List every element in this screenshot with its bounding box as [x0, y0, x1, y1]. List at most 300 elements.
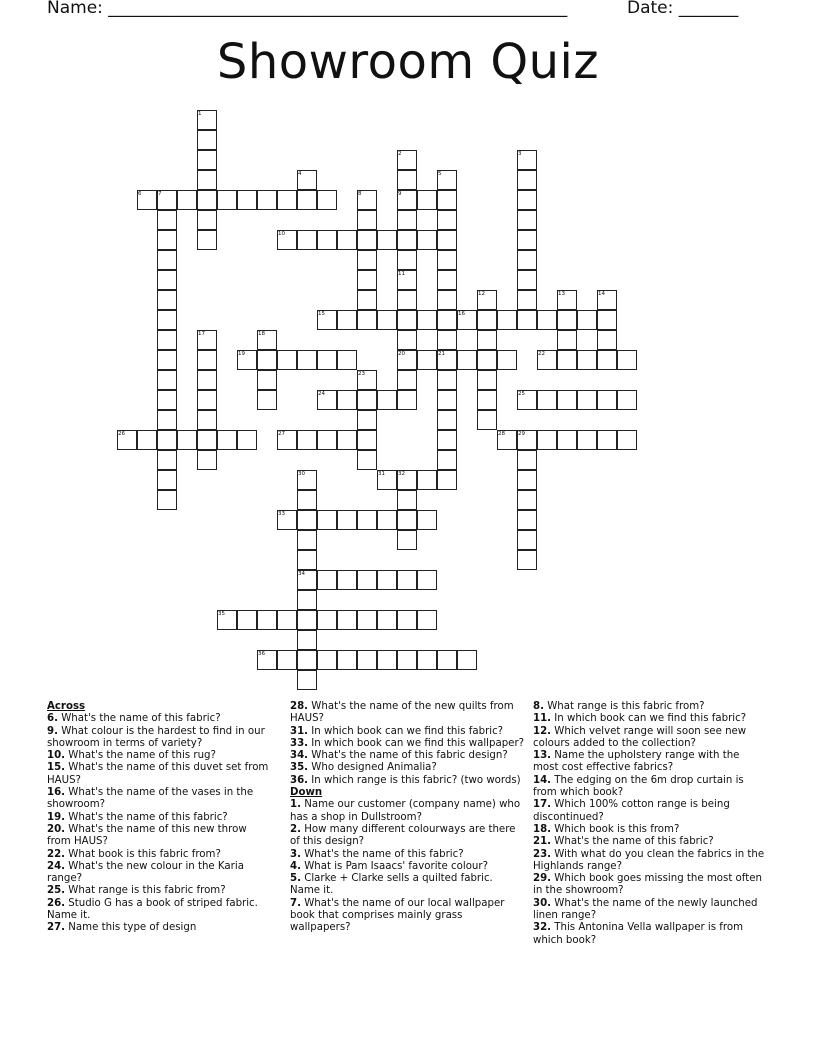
- clue-text: What's the name of this fabric?: [300, 848, 464, 860]
- grid-cell[interactable]: [357, 510, 377, 530]
- clue-item: [533, 713, 765, 725]
- clue-number: 28.: [290, 701, 309, 712]
- grid-cell[interactable]: [197, 450, 217, 470]
- grid-cell[interactable]: [257, 370, 277, 390]
- grid-cell[interactable]: [517, 290, 537, 310]
- grid-cell[interactable]: [437, 330, 457, 350]
- clue-number: 20.: [47, 823, 66, 835]
- grid-cell[interactable]: [297, 630, 317, 650]
- grid-cell[interactable]: [437, 470, 457, 490]
- grid-cell[interactable]: [397, 370, 417, 390]
- grid-cell[interactable]: [457, 650, 477, 670]
- grid-cell[interactable]: [197, 130, 217, 150]
- grid-cell[interactable]: [357, 410, 377, 430]
- grid-cell[interactable]: [217, 190, 237, 210]
- grid-cell[interactable]: [197, 430, 217, 450]
- grid-cell[interactable]: [357, 310, 377, 330]
- grid-cell[interactable]: [517, 270, 537, 290]
- clue-text: What's the name of this fabric?: [551, 836, 714, 848]
- grid-cell[interactable]: [537, 390, 557, 410]
- clue-item: [290, 898, 526, 935]
- date-field[interactable]: Date: _______: [627, 0, 739, 18]
- grid-cell[interactable]: [197, 390, 217, 410]
- grid-cell[interactable]: [317, 190, 337, 210]
- grid-cell[interactable]: [577, 350, 597, 370]
- grid-cell[interactable]: [377, 610, 397, 630]
- grid-number: 1: [198, 110, 202, 117]
- grid-number: 11: [398, 270, 405, 277]
- clue-number: 23.: [533, 848, 552, 860]
- clue-text: The edging on the 6m drop curtain is from which book?: [533, 774, 744, 799]
- grid-cell[interactable]: [197, 370, 217, 390]
- clue-number: 1.: [290, 799, 301, 811]
- grid-cell[interactable]: [457, 350, 477, 370]
- clue-text: What range is this fabric from?: [65, 885, 226, 897]
- grid-cell[interactable]: [477, 310, 497, 330]
- clue-text: What's the name of this fabric design?: [308, 750, 508, 762]
- grid-cell[interactable]: [437, 430, 457, 450]
- grid-cell[interactable]: [157, 330, 177, 350]
- clue-number: 14.: [533, 774, 552, 786]
- clue-number: 25.: [47, 885, 66, 897]
- grid-cell[interactable]: [617, 390, 637, 410]
- page-title: Showroom Quiz: [216, 34, 600, 90]
- clue-number: 32.: [533, 922, 552, 934]
- grid-cell[interactable]: [157, 290, 177, 310]
- grid-cell[interactable]: [357, 450, 377, 470]
- clue-text: In which book can we find this fabric?: [551, 713, 747, 725]
- clue-item: [47, 861, 273, 886]
- grid-cell[interactable]: [377, 650, 397, 670]
- grid-cell[interactable]: [137, 430, 157, 450]
- grid-cell[interactable]: [477, 350, 497, 370]
- name-field[interactable]: Name: ______________________________________________________: [47, 0, 568, 18]
- grid-cell[interactable]: [397, 390, 417, 410]
- clue-item: [47, 812, 273, 824]
- grid-cell[interactable]: [337, 510, 357, 530]
- clue-text: In which range is this fabric? (two words): [308, 774, 521, 786]
- grid-cell[interactable]: [397, 210, 417, 230]
- clue-item: [533, 873, 765, 898]
- grid-cell[interactable]: [537, 310, 557, 330]
- grid-cell[interactable]: [477, 330, 497, 350]
- clue-section-heading: Down: [290, 787, 323, 799]
- grid-cell[interactable]: [357, 230, 377, 250]
- clue-text: Which 100% cotton range is being discontinued?: [533, 799, 730, 823]
- clue-item: [290, 726, 526, 738]
- grid-cell[interactable]: [297, 230, 317, 250]
- grid-number: 18: [258, 330, 265, 337]
- clue-text: What is Pam Isaacs' favorite colour?: [300, 860, 488, 872]
- grid-cell[interactable]: [357, 210, 377, 230]
- grid-cell[interactable]: [537, 430, 557, 450]
- grid-cell[interactable]: [157, 430, 177, 450]
- grid-cell[interactable]: [297, 590, 317, 610]
- grid-cell[interactable]: [437, 370, 457, 390]
- grid-cell[interactable]: [437, 450, 457, 470]
- grid-cell[interactable]: [157, 390, 177, 410]
- grid-cell[interactable]: [317, 610, 337, 630]
- clue-text: Clarke + Clarke sells a quilted fabric. Name it.: [290, 873, 493, 897]
- clue-text: What's the new colour in the Karia range?: [47, 860, 244, 885]
- clue-number: 19.: [47, 811, 66, 823]
- clue-number: 22.: [47, 848, 66, 860]
- clue-item: [47, 762, 273, 787]
- grid-cell[interactable]: [257, 350, 277, 370]
- grid-cell[interactable]: [197, 410, 217, 430]
- grid-cell[interactable]: [517, 170, 537, 190]
- clue-text: What's the name of this duvet set from HAUS?: [47, 762, 269, 786]
- grid-cell[interactable]: [597, 390, 617, 410]
- grid-cell[interactable]: [377, 230, 397, 250]
- grid-number: 29: [518, 430, 525, 437]
- clue-text: Name our customer (company name) who has a shop in Dullstroom?: [290, 799, 521, 823]
- grid-number: 27: [278, 430, 285, 437]
- grid-cell[interactable]: [597, 330, 617, 350]
- grid-cell[interactable]: [357, 250, 377, 270]
- grid-number: 23: [358, 370, 365, 377]
- clue-number: 6.: [47, 713, 58, 725]
- grid-cell[interactable]: [317, 510, 337, 530]
- grid-cell[interactable]: [517, 470, 537, 490]
- grid-cell[interactable]: [417, 230, 437, 250]
- grid-number: 22: [538, 350, 545, 357]
- grid-cell[interactable]: [397, 490, 417, 510]
- grid-cell[interactable]: [617, 430, 637, 450]
- grid-cell[interactable]: [297, 350, 317, 370]
- clue-text: Which book goes missing the most often in the showroom?: [533, 873, 762, 897]
- clue-item: [290, 701, 526, 726]
- grid-cell[interactable]: [157, 250, 177, 270]
- grid-cell[interactable]: [517, 490, 537, 510]
- clue-item: [290, 750, 526, 762]
- clue-item: [47, 885, 273, 897]
- clue-item: [47, 849, 273, 861]
- clue-item: [290, 873, 526, 898]
- clue-item: [533, 701, 765, 713]
- grid-cell[interactable]: [397, 650, 417, 670]
- grid-cell[interactable]: [237, 610, 257, 630]
- grid-cell[interactable]: [277, 650, 297, 670]
- grid-cell[interactable]: [337, 390, 357, 410]
- grid-number: 5: [438, 170, 442, 177]
- grid-cell[interactable]: [517, 190, 537, 210]
- grid-cell[interactable]: [257, 190, 277, 210]
- grid-cell[interactable]: [217, 430, 237, 450]
- clue-number: 3.: [290, 848, 301, 860]
- grid-cell[interactable]: [297, 530, 317, 550]
- grid-cell[interactable]: [437, 290, 457, 310]
- clue-item: [533, 799, 765, 824]
- grid-cell[interactable]: [417, 350, 437, 370]
- grid-cell[interactable]: [397, 170, 417, 190]
- grid-cell[interactable]: [237, 430, 257, 450]
- grid-cell[interactable]: [377, 510, 397, 530]
- clue-item: [47, 922, 273, 934]
- grid-number: 20: [398, 350, 405, 357]
- clue-text: Name this type of design: [65, 922, 197, 934]
- clue-number: 13.: [533, 750, 552, 762]
- grid-cell[interactable]: [277, 350, 297, 370]
- grid-cell[interactable]: [417, 570, 437, 590]
- grid-cell[interactable]: [397, 330, 417, 350]
- clue-number: 2.: [290, 823, 301, 835]
- clue-text: Which book is this from?: [551, 823, 680, 835]
- grid-cell[interactable]: [357, 570, 377, 590]
- grid-cell[interactable]: [297, 670, 317, 690]
- grid-cell[interactable]: [597, 430, 617, 450]
- grid-cell[interactable]: [557, 310, 577, 330]
- grid-number: 30: [298, 470, 305, 477]
- grid-cell[interactable]: [557, 350, 577, 370]
- clue-number: 21.: [533, 836, 552, 848]
- clue-text: What colour is the hardest to find in our showroom in terms of variety?: [47, 725, 265, 749]
- grid-cell[interactable]: [517, 210, 537, 230]
- grid-cell[interactable]: [517, 510, 537, 530]
- grid-cell[interactable]: [437, 270, 457, 290]
- grid-cell[interactable]: [417, 190, 437, 210]
- grid-cell[interactable]: [417, 470, 437, 490]
- grid-cell[interactable]: [197, 150, 217, 170]
- grid-cell[interactable]: [517, 250, 537, 270]
- grid-cell[interactable]: [157, 310, 177, 330]
- clue-text: What's the name of this fabric?: [57, 713, 221, 725]
- clue-number: 12.: [533, 725, 552, 737]
- grid-cell[interactable]: [577, 430, 597, 450]
- clue-item: [533, 898, 765, 923]
- grid-number: 14: [598, 290, 605, 297]
- clue-number: 31.: [290, 725, 309, 737]
- clue-text: Who designed Animalia?: [308, 762, 437, 774]
- grid-cell[interactable]: [437, 250, 457, 270]
- grid-cell[interactable]: [357, 650, 377, 670]
- grid-cell[interactable]: [517, 550, 537, 570]
- grid-number: 13: [558, 290, 565, 297]
- clue-number: 5.: [290, 873, 301, 885]
- grid-cell[interactable]: [297, 190, 317, 210]
- grid-cell[interactable]: [577, 310, 597, 330]
- grid-cell[interactable]: [557, 390, 577, 410]
- grid-cell[interactable]: [437, 210, 457, 230]
- clue-item: [290, 799, 526, 824]
- grid-cell[interactable]: [157, 230, 177, 250]
- grid-cell[interactable]: [517, 450, 537, 470]
- clue-text: What's the name of this rug?: [65, 750, 216, 762]
- grid-cell[interactable]: [197, 230, 217, 250]
- clue-text: What's the name of this fabric?: [65, 811, 228, 823]
- clue-text: What's the name of this new throw from HAUS?: [47, 823, 247, 848]
- grid-cell[interactable]: [477, 410, 497, 430]
- grid-cell[interactable]: [157, 350, 177, 370]
- grid-cell[interactable]: [157, 490, 177, 510]
- grid-cell[interactable]: [157, 470, 177, 490]
- grid-cell[interactable]: [317, 650, 337, 670]
- grid-cell[interactable]: [337, 650, 357, 670]
- grid-cell[interactable]: [317, 430, 337, 450]
- grid-number: 4: [298, 170, 302, 177]
- grid-cell[interactable]: [357, 290, 377, 310]
- clue-item: [533, 750, 765, 775]
- grid-cell[interactable]: [317, 570, 337, 590]
- clue-number: 10.: [47, 750, 66, 762]
- grid-cell[interactable]: [437, 230, 457, 250]
- grid-cell[interactable]: [157, 270, 177, 290]
- clue-number: 36.: [290, 774, 309, 786]
- grid-number: 2: [398, 150, 402, 157]
- grid-cell[interactable]: [317, 350, 337, 370]
- grid-cell[interactable]: [557, 330, 577, 350]
- clue-text: What's the name of our local wallpaper book that comprises mainly grass wallpapers?: [290, 897, 505, 934]
- clue-text: What range is this fabric from?: [543, 701, 705, 712]
- grid-number: 28: [498, 430, 505, 437]
- grid-cell[interactable]: [437, 410, 457, 430]
- grid-cell[interactable]: [357, 430, 377, 450]
- clue-item: [47, 824, 273, 849]
- grid-number: 33: [278, 510, 285, 517]
- grid-number: 36: [258, 650, 265, 657]
- grid-cell[interactable]: [437, 650, 457, 670]
- grid-cell[interactable]: [157, 410, 177, 430]
- grid-cell[interactable]: [337, 310, 357, 330]
- grid-cell[interactable]: [357, 390, 377, 410]
- grid-cell[interactable]: [397, 310, 417, 330]
- clue-text: What's the name of the newly launched linen range?: [533, 897, 758, 922]
- grid-cell[interactable]: [157, 370, 177, 390]
- grid-number: 24: [318, 390, 325, 397]
- grid-cell[interactable]: [337, 430, 357, 450]
- grid-cell[interactable]: [377, 390, 397, 410]
- grid-cell[interactable]: [597, 350, 617, 370]
- clue-item: [47, 898, 273, 923]
- clue-section-heading: Across: [47, 701, 86, 712]
- grid-cell[interactable]: [437, 190, 457, 210]
- grid-number: 35: [218, 610, 225, 617]
- grid-cell[interactable]: [517, 230, 537, 250]
- grid-cell[interactable]: [397, 510, 417, 530]
- clue-number: 35.: [290, 762, 309, 774]
- grid-cell[interactable]: [477, 390, 497, 410]
- grid-cell[interactable]: [497, 350, 517, 370]
- clue-item: [47, 726, 273, 751]
- clue-text: Which velvet range will soon see new colours added to the collection?: [533, 725, 747, 749]
- grid-cell[interactable]: [397, 530, 417, 550]
- grid-number: 8: [358, 190, 362, 197]
- clue-item: [47, 750, 273, 762]
- grid-cell[interactable]: [197, 190, 217, 210]
- grid-cell[interactable]: [517, 530, 537, 550]
- clue-number: 27.: [47, 922, 66, 934]
- clue-text: What's the name of the new quilts from HAUS?: [290, 701, 514, 725]
- grid-cell[interactable]: [337, 570, 357, 590]
- grid-cell[interactable]: [477, 370, 497, 390]
- clue-text: What's the name of the vases in the showroom?: [47, 787, 254, 811]
- grid-number: 34: [298, 570, 305, 577]
- clue-number: 26.: [47, 897, 66, 909]
- grid-cell[interactable]: [437, 390, 457, 410]
- grid-cell[interactable]: [357, 270, 377, 290]
- grid-cell[interactable]: [197, 170, 217, 190]
- clue-item: [290, 861, 526, 873]
- grid-cell[interactable]: [337, 350, 357, 370]
- grid-cell[interactable]: [177, 430, 197, 450]
- grid-cell[interactable]: [297, 510, 317, 530]
- grid-cell[interactable]: [397, 610, 417, 630]
- clue-item: [533, 726, 765, 751]
- grid-cell[interactable]: [257, 390, 277, 410]
- grid-number: 12: [478, 290, 485, 297]
- grid-cell[interactable]: [597, 310, 617, 330]
- clue-number: 16.: [47, 787, 66, 799]
- grid-cell[interactable]: [337, 230, 357, 250]
- grid-cell[interactable]: [197, 210, 217, 230]
- grid-cell[interactable]: [357, 610, 377, 630]
- grid-cell[interactable]: [237, 190, 257, 210]
- grid-cell[interactable]: [297, 650, 317, 670]
- grid-cell[interactable]: [397, 230, 417, 250]
- grid-cell[interactable]: [497, 310, 517, 330]
- grid-cell[interactable]: [437, 310, 457, 330]
- clue-item: [290, 762, 526, 774]
- clue-number: 24.: [47, 860, 66, 872]
- clue-number: 4.: [290, 860, 301, 872]
- grid-cell[interactable]: [337, 610, 357, 630]
- grid-cell[interactable]: [397, 290, 417, 310]
- grid-cell[interactable]: [157, 210, 177, 230]
- grid-cell[interactable]: [297, 490, 317, 510]
- clue-column-1: [47, 701, 273, 935]
- grid-cell[interactable]: [277, 610, 297, 630]
- clue-text: Studio G has a book of striped fabric. Name it.: [47, 897, 258, 922]
- grid-cell[interactable]: [397, 250, 417, 270]
- clue-column-2: [290, 701, 526, 935]
- grid-cell[interactable]: [277, 190, 297, 210]
- clue-column-3: [533, 701, 765, 947]
- grid-cell[interactable]: [397, 570, 417, 590]
- clue-number: 34.: [290, 750, 309, 762]
- grid-number: 10: [278, 230, 285, 237]
- grid-cell[interactable]: [517, 310, 537, 330]
- clue-item: [533, 824, 765, 836]
- grid-cell[interactable]: [577, 390, 597, 410]
- grid-number: 16: [458, 310, 465, 317]
- grid-cell[interactable]: [617, 350, 637, 370]
- grid-cell[interactable]: [257, 610, 277, 630]
- grid-cell[interactable]: [557, 430, 577, 450]
- grid-cell[interactable]: [297, 610, 317, 630]
- grid-cell[interactable]: [417, 610, 437, 630]
- grid-cell[interactable]: [297, 550, 317, 570]
- grid-number: 7: [158, 190, 162, 197]
- clue-text: What book is this fabric from?: [65, 848, 221, 860]
- grid-cell[interactable]: [417, 510, 437, 530]
- grid-cell[interactable]: [177, 190, 197, 210]
- clue-text: In which book can we find this fabric?: [308, 725, 504, 737]
- clue-number: 15.: [47, 762, 66, 774]
- grid-cell[interactable]: [377, 310, 397, 330]
- grid-number: 15: [318, 310, 325, 317]
- grid-cell[interactable]: [317, 230, 337, 250]
- grid-cell[interactable]: [417, 310, 437, 330]
- grid-cell[interactable]: [157, 450, 177, 470]
- grid-cell[interactable]: [377, 570, 397, 590]
- grid-cell[interactable]: [197, 350, 217, 370]
- grid-cell[interactable]: [417, 650, 437, 670]
- grid-number: 9: [398, 190, 402, 197]
- grid-cell[interactable]: [297, 430, 317, 450]
- grid-number: 3: [518, 150, 522, 157]
- clue-number: 11.: [533, 713, 552, 725]
- clue-item: [290, 824, 526, 849]
